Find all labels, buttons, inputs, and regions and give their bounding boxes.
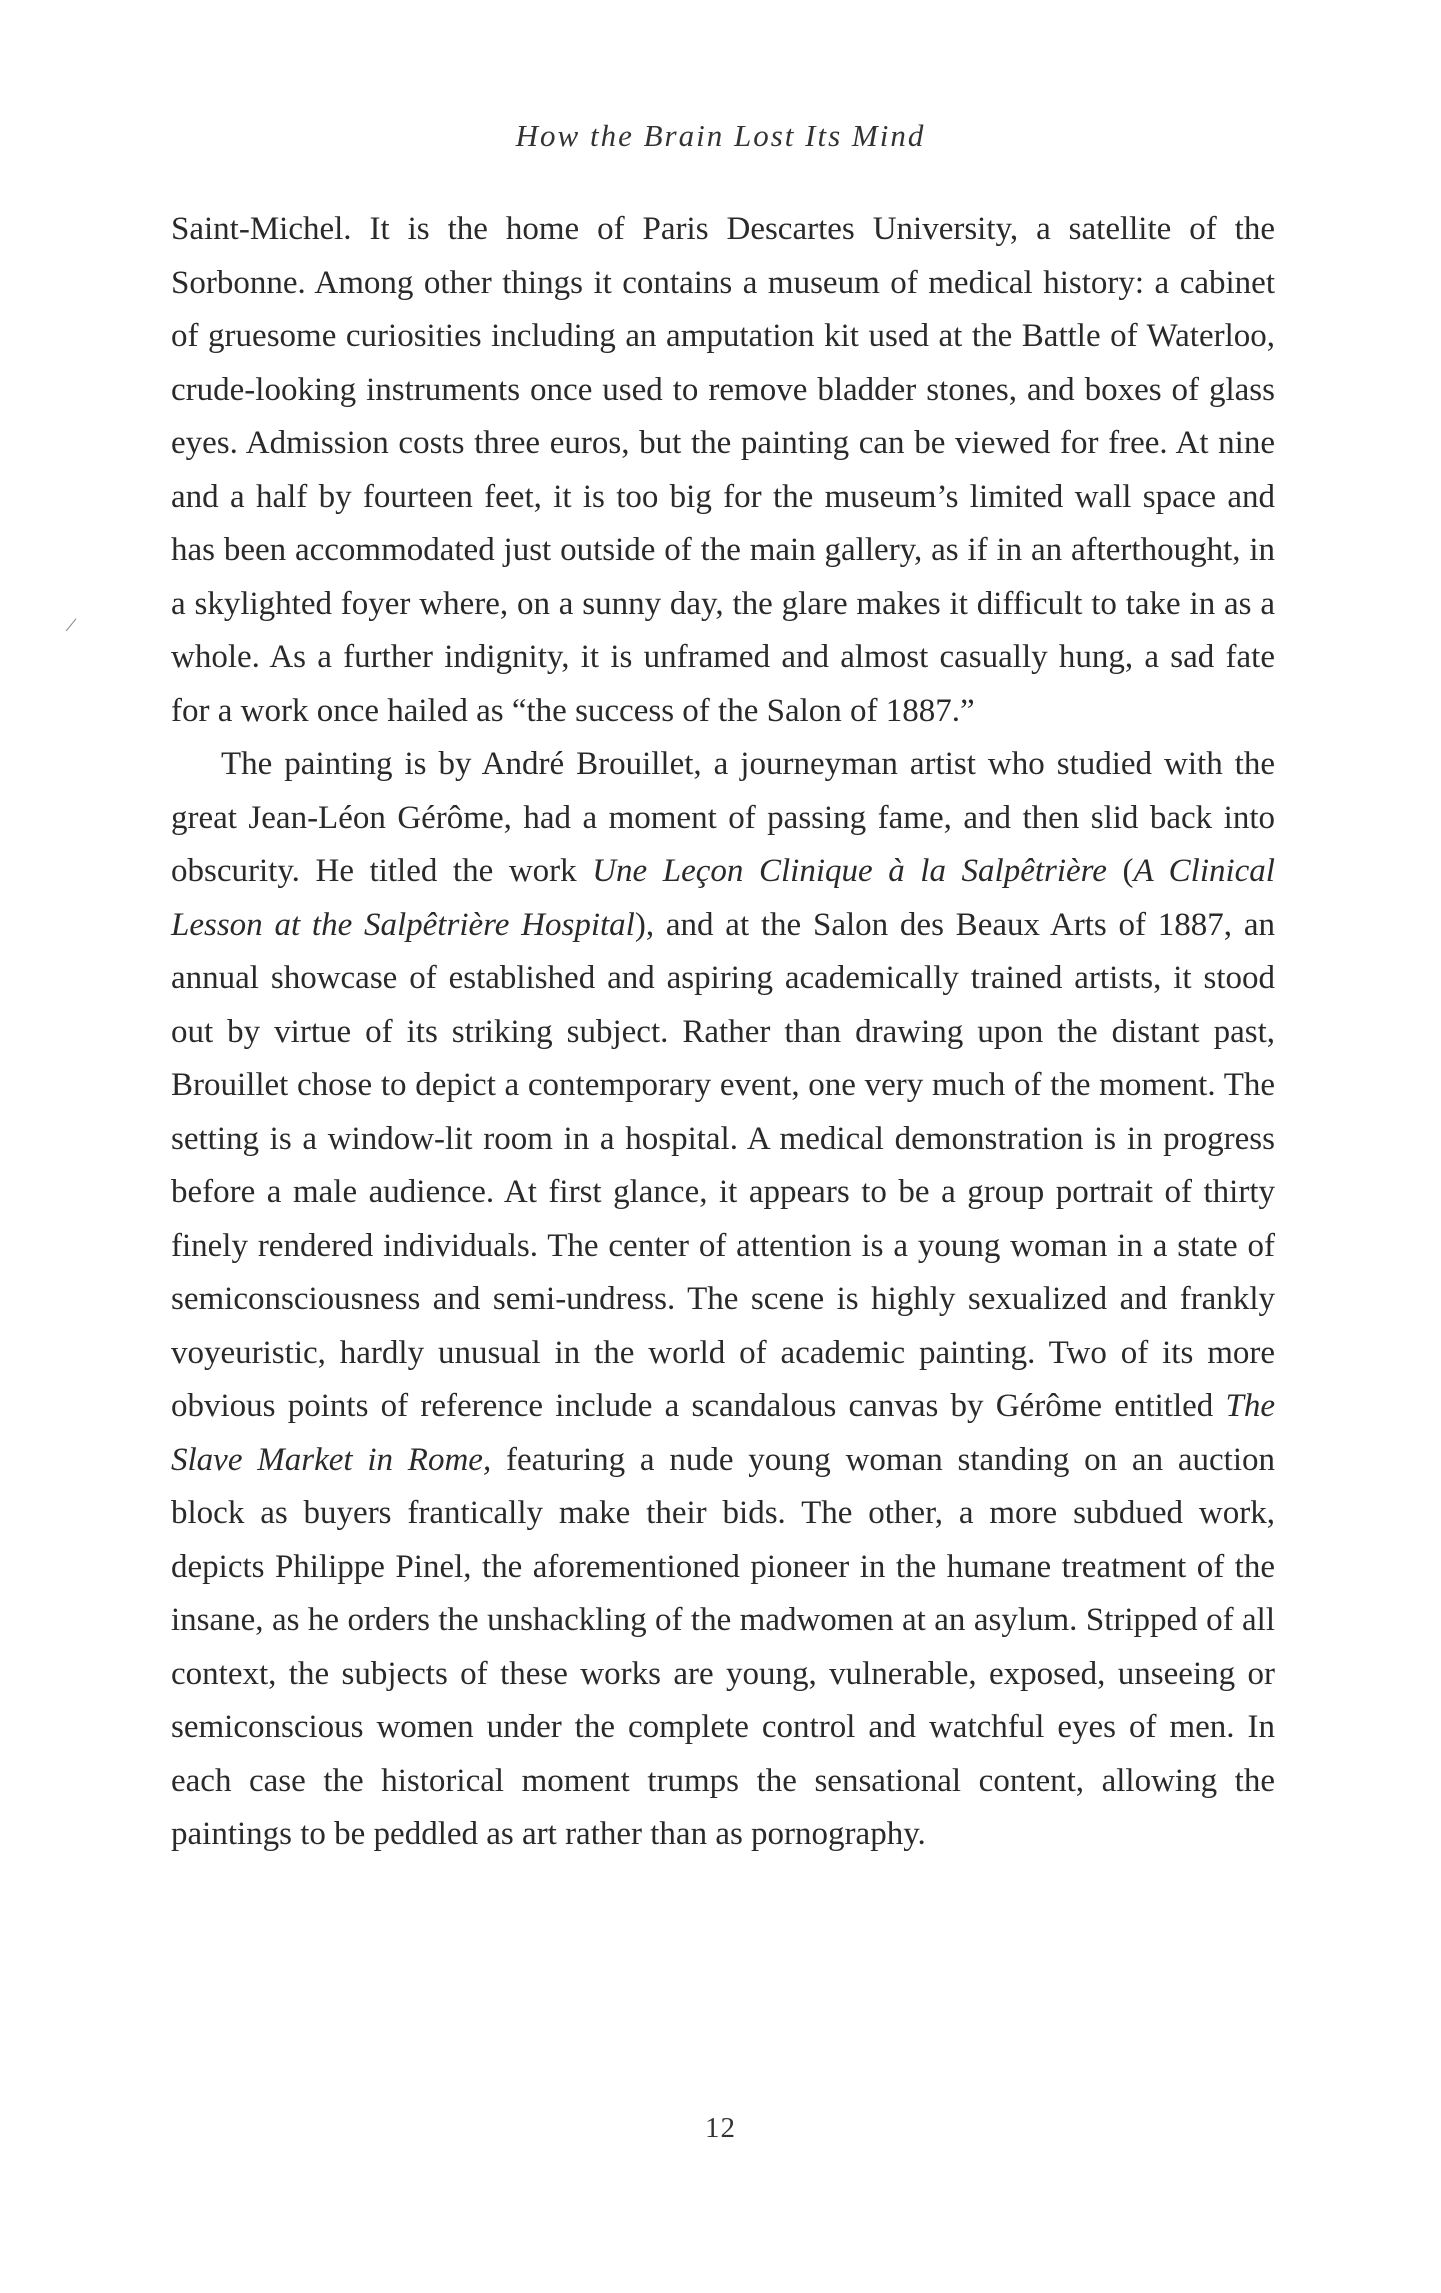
title-french: Une Leçon Clinique à la Salpêtrière (592, 853, 1107, 889)
paragraph-1: Saint-Michel. It is the home of Paris Descartes University, a satellite of the Sorbonne. Among other things it contains a museum of medical history: a cabinet of gruesome curiosities including an amputation kit used at the Battle of Waterloo, crude-looking instruments once used to remove bladder stones, and boxes of glass eyes. Admission costs three euros, but the painting can be viewed for free. At nine and a half by fourteen feet, it is too big for the museum’s limited wall space and has been accommodated just outside of the main gallery, as if in an afterthought, in a skylighted foyer where, on a sunny day, the glare makes it difficult to take in as a whole. As a further indignity, it is unframed and almost casually hung, a sad fate for a work once hailed as “the success of the Salon of 1887.” (171, 211, 1275, 729)
title-slave-market: The Slave Market in Rome, (171, 1388, 1275, 1478)
running-head: How the Brain Lost Its Mind (515, 118, 926, 153)
body-text (171, 203, 1275, 1862)
paragraph-2-part-3: ), and at the Salon des Beaux Arts of 1887, an annual showcase of established and aspiring academically trained artists, it stood out by virtue of its striking subject. Rather than drawing upon the distant past, Brouillet chose to depict a contemporary event, one very much of the moment. The setting is a window-lit room in a hospital. A medical demonstration is in progress before a male audience. At first glance, it appears to be a group portrait of thirty finely rendered individuals. The center of attention is a young woman in a state of semiconsciousness and semi-undress. The scene is highly sexualized and frankly voyeuristic, hardly unusual in the world of academic painting. Two of its more obvious points of reference include a scandalous canvas by Gérôme entitled (171, 906, 1275, 1424)
stray-mark: / (64, 611, 79, 638)
paragraph-2-part-4: featuring a nude young woman standing on an auction block as buyers frantically make their bids. The other, a more subdued work, depicts Philippe Pinel, the aforementioned pioneer in the humane treatment of the insane, as he orders the unshackling of the madwomen at an asylum. Stripped of all context, the subjects of these works are young, vulnerable, exposed, unseeing or semiconscious women under the complete control and watchful eyes of men. In each case the historical moment trumps the sensational content, allowing the paintings to be peddled as art rather than as pornography. (171, 1441, 1276, 1852)
paragraph-2-part-1: The painting is by André Brouillet, a journeyman artist who studied with the great Jean-Léon Gérôme, had a moment of passing fame, and then slid back into obscurity. He titled the work (171, 746, 1275, 889)
paragraph-2-part-2: ( (1106, 853, 1134, 889)
paragraph-2 (171, 738, 1275, 1862)
title-english: A Clinical Lesson at the Salpêtrière Hospital (171, 853, 1275, 943)
page-number: 12 (705, 2112, 736, 2144)
